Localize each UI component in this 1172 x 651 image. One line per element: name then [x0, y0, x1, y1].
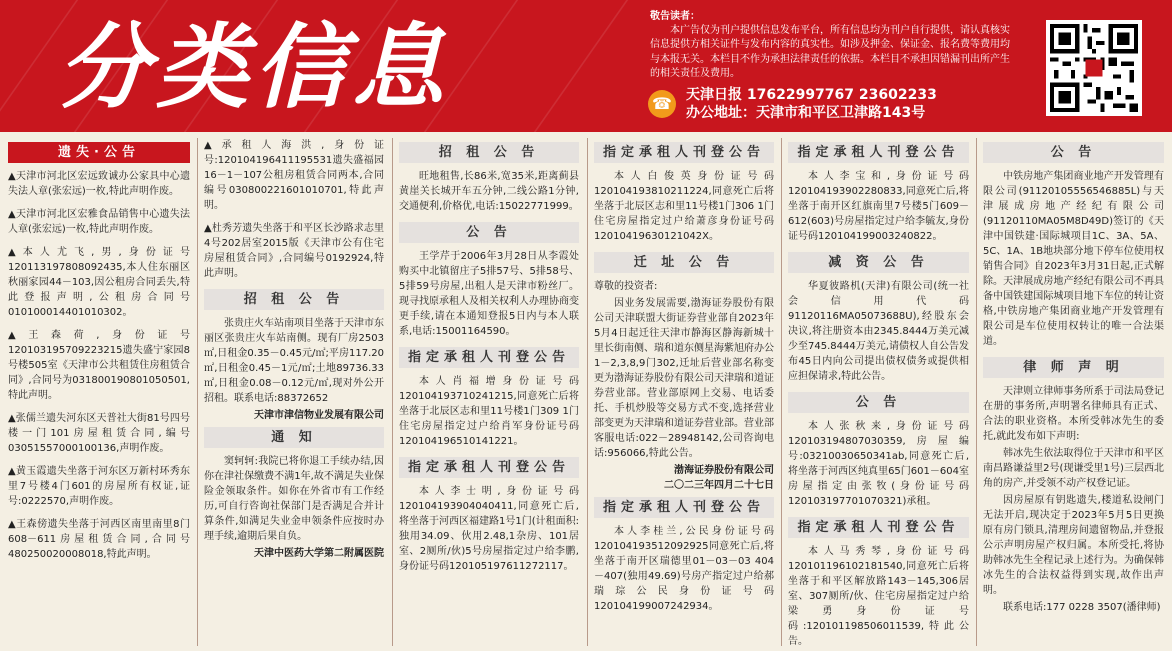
lost-notice-item: ▲王森荷,身份证号120103195709223215遗失盛宁家园8号楼505室《天津市公共租赁住房租赁合同》,合同号为031800190801050501,特此声明。: [8, 330, 190, 401]
hotline: 天津日报 17622997767 23602233: [686, 87, 937, 103]
notice-text: 本人白俊英身份证号码120104193810211224,同意死亡后将坐落于北辰区志和里11号楼1门306 1门住宅房屋指定过户给萧彦身份证号码120104196301210​42X。: [594, 171, 774, 242]
lawyer-contact: 联系电话:177 0228 3507(潘律师): [1003, 602, 1161, 613]
lost-notice-item: ▲本人尤飞,男,身份证号120113197808092435,本人住东丽区秋丽家园44－103,因公租房合同丢失,特此登报声明,公租房合同号01010001440101030​2。: [8, 247, 190, 318]
qr-code: [1046, 20, 1142, 116]
column-divider: [587, 138, 588, 646]
rent-notice-text: 张贵庄火车站南项目坐落于天津市东丽区张贵庄火车站南侧。现有厂房2503㎡,日租金0.35－0.45元/㎡;平房117.20㎡,日租金0.45－1元/㎡;土地89736.33㎡,日租金0.08－0.12元/㎡,现对外公开招租。联系电话:88372652: [204, 318, 384, 404]
lost-notice-item: ▲黄玉霞遗失坐落于河东区万新村环秀东里7号楼4门601的房屋所有权证,证号:0222570,声明作废。: [8, 466, 190, 507]
lost-notice-item: ▲天津市河北区宏远致诚办公家具中心遗失法人章(张宏远)一枚,特此声明作废。: [8, 171, 190, 197]
section-heading: 公 告: [788, 392, 969, 413]
page-header: [0, 0, 1172, 132]
column-divider: [781, 138, 782, 646]
qr-code-pattern: [1050, 24, 1138, 112]
notice-text: 本人张秋来,身份证号码120103194807030359,房屋编号:03210030650341ab,同意死亡后,将坐落于河西区纯真里65门601－604室房屋指定由张牧(身份证号码120103197701070321)承租。: [788, 421, 969, 507]
lost-notice-item: ▲承租人海洪,身份证号:120104196411195531遗失盛福园16－1－107公租房租赁合同两本,合同编号030800221601010701,特此声明。: [204, 140, 384, 211]
section-heading: 指定承租人刊登公告: [594, 142, 774, 163]
section-heading: 指定承租人刊登公告: [594, 497, 774, 518]
section-heading: 减 资 公 告: [788, 252, 969, 273]
notice-text: 因业务发展需要,渤海证券股份有限公司天津联盟大街证券营业部自2023年5月4日起迁往天津市静海区静海新城十里长街南侧、瑞和道东侧星海紫旭府办公1－2,3,8,9门302,迁址后营业部名称变更为渤海证券股份有限公司天津瑞和道证券营业部。营业部原网上交易、电话委托、手机炒股等交易方式不变,选择营业部变更为天津瑞和道证券营业部。营业部客服电话:022－28948142,公司咨询电话:956066,特此公告。: [594, 298, 774, 459]
notice-body: 本广告仅为刊户提供信息发布平台，所有信息均为刊户自行提供，请认真核实信息提供方相关证件与发布内容的真实性。如涉及押金、保证金、报名费等费用均与本报无关。本栏目不作为承担法律责任的依据。本栏目不承担因错漏刊出所产生的相关责任及费用。: [650, 25, 1010, 79]
section-heading: 指定承租人刊登公告: [399, 457, 579, 478]
page-title: 分类信息: [58, 14, 451, 121]
notice-text: 王学芹于2006年3月28日从李霞处购买中北镇留庄子5排57号、5排58号、5排59号房屋,出租人是天津市粉丝厂。现寻找原承租人及相关权利人办理协商变更手续,请在本通知登报5日内与本人联系,电话:15001164590。: [399, 251, 579, 337]
rent-notice-signature: 天津市津信物业发展有限公司: [254, 410, 384, 421]
column-5: [788, 138, 969, 646]
header-stripe: [534, 0, 628, 132]
section-heading: 迁 址 公 告: [594, 252, 774, 273]
section-heading: 招 租 公 告: [204, 289, 384, 310]
office-address: 办公地址：天津市和平区卫津路143号: [686, 105, 926, 121]
section-heading: 指定承租人刊登公告: [788, 142, 969, 163]
section-heading: 遗失·公告: [8, 142, 190, 163]
contact-block: [646, 86, 986, 122]
column-divider: [197, 138, 198, 646]
column-lost-notices: [8, 138, 190, 646]
section-heading: 指定承租人刊登公告: [399, 347, 579, 368]
notice-text: 本人李士明,身份证号码120104193904040411,同意死亡后,将坐落于河西区福建路1号1门(计租面积:独用34.09、伙用2.48,1杂房、101居室、2厕所/伙)5号房屋指定过户给李鹏,身份证号码120105197611272117。: [399, 486, 579, 572]
phone-icon: ☎: [648, 90, 676, 118]
column-divider: [976, 138, 977, 646]
section-heading: 指定承租人刊登公告: [788, 517, 969, 538]
column-divider: [392, 138, 393, 646]
section-heading: 公 告: [399, 222, 579, 243]
hospital-notice-signature: 天津中医药大学第二附属医院: [254, 548, 384, 559]
notice-text: 本人李桂兰,公民身份证号码120104193512092925同意死亡后,将坐落于南开区瑞德里01－03－03 404－407(独用49.69)号房产指定过户给郝瑞琮公民身份证号码120104199007242934。: [594, 526, 774, 612]
column-6: [983, 138, 1164, 646]
column-4: [594, 138, 774, 646]
section-heading: 律 师 声 明: [983, 357, 1164, 378]
section-heading: 通 知: [204, 427, 384, 448]
lawyer-statement-text: 韩冰先生依法取得位于天津市和平区南昌路谦益里2号(现谦受里1号)三层西北角的房产,并受领不动产权登记证。: [983, 448, 1164, 489]
lost-notice-item: ▲王森傍遗失坐落于河西区南里南里8门608－611房屋租赁合同,合同号48025002000​8018,特此声明。: [8, 519, 190, 560]
lost-notice-item: ▲杜秀芳遗失坐落于和平区长沙路求志里4号202居室2015版《天津市公有住宅房屋租赁合同》,合同编号0192924,特此声明。: [204, 223, 384, 279]
notice-text: 华夏彼路机(天津)有限公司(统一社会信用代码91120116MA05073688U),经股东会决议,将注册资本由2345.8444万美元减少至745.8444万美元,请债权人自公告发布45日内向公司提出债权债务或提供相应担保请求,特此公告。: [788, 281, 969, 382]
hospital-notice-text: 窦轲轲:我院已将你退工手续办结,因你在津社保缴费不满1年,故不满足失业保险金领取条件。如你在外省市有工作经历,可自行咨询社保部门是否满足合并计算条件,如满足失业金申领条件应按时办理手续,逾期后果自负。: [204, 456, 384, 542]
notice-text: 中铁房地产集团商业地产开发管理有限公司(91120105556546885L)与天津展成房地产经纪有限公司(91120110MA05M8D49D)签订的《天津中国铁建·国际城项目1C、3A、5A、5C、1A、1B地块部分地下停车位使用权销售合同》自2023年3月31日起,正式解除。天津展成房地产经纪有限公司不再具备中国铁建国际城项目地下车位的转让资格,中铁房地产集团商业地产开发管理有限公司是车位使用权转让的唯一合法渠道。: [983, 171, 1164, 347]
notice-text: 本人马秀琴,身份证号码120101196102181540,同意死亡后将坐落于和平区解放路143－145,306居室、307厕所/伙、住宅房屋指定过户给梁勇身份证号码:120101198506011539,特此公告。: [788, 546, 969, 646]
column-2: [204, 138, 384, 646]
relocation-date: 二〇二三年四月二十七日: [664, 480, 774, 491]
relocation-signature: 渤海证券股份有限公司: [674, 465, 774, 476]
reader-notice: [650, 10, 1014, 81]
notice-text: 本人李宝和,身份证号码120104193902280833,同意死亡后,将坐落于南开区红旗南里7号楼5门609－612(603)号房屋指定过户给李毓友,身份证号码120104199003240822。: [788, 171, 969, 242]
lawyer-statement-text: 因房屋原有钥匙遗失,楼道私设闸门无法开启,现决定于2023年5月5日更换原有房门锁具,清理房间遗留物品,并登报公示声明房屋产权归属。本所受托,将协助韩冰先生全程记录上述行为。为确保韩冰先生的合法权益得到实现,故作出声明。: [983, 495, 1164, 596]
salutation: 尊敬的投资者:: [594, 281, 658, 292]
lost-notice-item: ▲天津市河北区宏雅食品销售中心遗失法人章(张宏远)一枚,特此声明作废。: [8, 209, 190, 235]
section-heading: 招 租 公 告: [399, 142, 579, 163]
notice-text: 本人肖福增身份证号码120104193710241215,同意死亡后将坐落于北辰区志和里11号楼1门309 1门住宅房屋指定过户给肖军身份证号码120104196510141221。: [399, 376, 579, 447]
notice-text: 旺地租售,长86米,宽35米,距离蓟县黄崖关长城开车五分钟,二线公路1分钟,交通便利,价格优,电话:15022771999。: [399, 171, 579, 212]
section-heading: 公 告: [983, 142, 1164, 163]
lawyer-statement-text: 天津则立律师事务所系于司法局登记在册的事务所,声明署名律师具有正式、合法的职业资格。本所受韩冰先生的委托,就此发布如下声明:: [983, 386, 1164, 442]
notice-title: 敬告读者：: [650, 11, 700, 22]
lost-notice-item: ▲张儒兰遗失河东区天普社大街81号四号楼一门101房屋租赁合同,编号03051557000100136,声明作废。: [8, 413, 190, 454]
column-3: [399, 138, 579, 646]
